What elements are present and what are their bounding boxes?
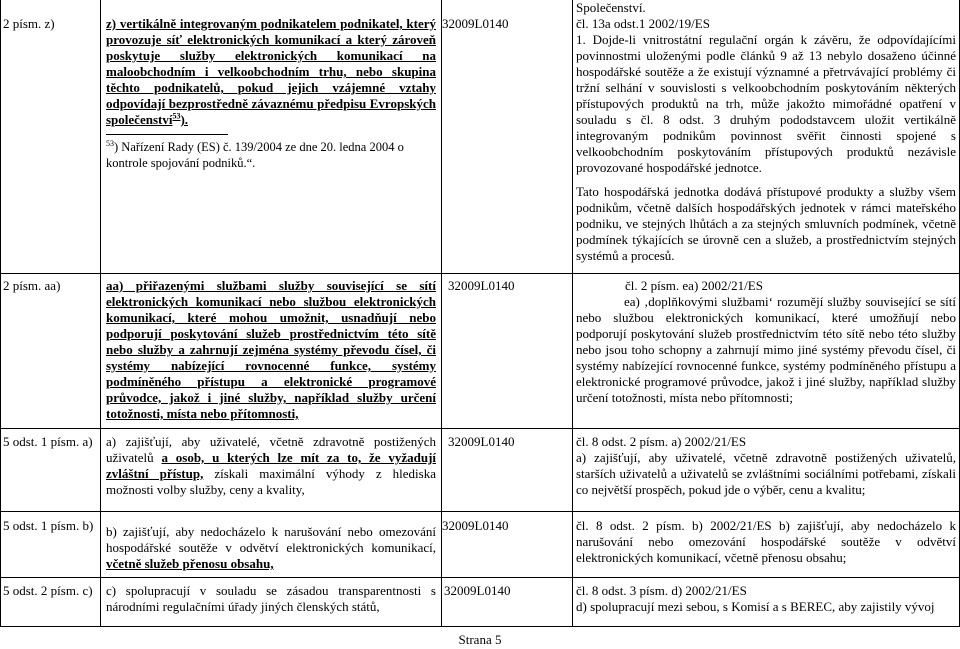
definition-text	[106, 16, 436, 171]
eu-article-heading: čl. 8 odst. 2 písm. a) 2002/21/ES	[576, 434, 747, 449]
footnote-ref: 53	[172, 111, 181, 121]
eu-text: a) zajišťují, aby uživatelé, včetně zdravotně postižených uživatelů, starších uživatelů a uživatelů se zvláštními sociálními potřebami, získali co největší prospěch, pokud jde o výběr, cenu a kvalitu;	[576, 450, 956, 497]
eu-text: Společenství. čl. 13a odst.1 2002/19/ES 1. Dojde-li vnitrostátní regulační orgán k závěru, že odpovídajícími povinnostmi uloženými podle článků 9 až 13 nebylo dosaženo účinné hospodářské soutěže a že existují významné a přetrvávající problémy či tržní selhání v souvislosti s velkoobchodním poskytováním některých přístupových produktů na trh, může jakožto mimořádné opatření v souladu s čl. 8 odst. 3 druhým pododstavcem uložit vertikálně integrovaným podnikům povinnost svěřit činnosti spojené s velkoobchodním poskytováním přístupových produktů nezávisle provozované hospodářské jednotce.	[576, 0, 956, 175]
celex-number: 32009L0140	[442, 518, 509, 533]
table-column-divider	[572, 0, 573, 627]
footnote-separator	[106, 134, 228, 135]
row-divider	[0, 511, 960, 512]
definition-text	[106, 524, 436, 572]
table-border-bottom	[0, 626, 960, 627]
definition-text-amended: včetně služeb přenosu obsahu,	[106, 556, 274, 571]
row-ref: 2 písm. aa)	[3, 278, 61, 293]
row-divider	[0, 577, 960, 578]
footnote	[106, 139, 436, 171]
row-ref: 2 písm. z)	[3, 16, 55, 31]
eu-text-continued: Tato hospodářská jednotka dodává přístupové produkty a služby všem podnikům, včetně dalších hospodářských jednotek v rámci mateřského podniku, ve stejných lhůtách a za stejných smluvních podmínek, včetně podmínek týkajících se úrovně cen a služeb, a prostřednictvím stejných systémů a procesů.	[576, 184, 956, 263]
eu-text: čl. 8 odst. 3 písm. d) 2002/21/ES d) spolupracují mezi sebou, s Komisí a s BEREC, aby zajistily vývoj	[576, 583, 935, 614]
celex-number: 32009L0140	[442, 16, 509, 31]
eu-article-heading: čl. 2 písm. ea) 2002/21/ES	[625, 278, 763, 293]
celex-number: 32009L0140	[448, 278, 515, 293]
row-divider	[0, 273, 960, 274]
definition-text-a: a) zajišťují, aby uživatelé, včetně zdravotně postižených uživatelů	[106, 434, 436, 465]
definition-text-a: b) zajišťují, aby nedocházelo k narušování nebo omezování hospodářské soutěže v odvětví elektronických komunikací,	[106, 524, 436, 555]
row-ref: 5 odst. 1 písm. a)	[3, 434, 93, 449]
footnote-text: ) Nařízení Rady (ES) č. 139/2004 ze dne 20. ledna 2004 o kontrole spojování podniků.“.	[106, 140, 404, 170]
eu-text: čl. 8 odst. 2 písm. b) 2002/21/ES b) zajišťují, aby nedocházelo k narušování nebo omezování hospodářské soutěže v odvětví elektronických komunikací, včetně přenosu obsahu;	[576, 518, 956, 565]
eu-text: ea) ‚doplňkovými službami‘ rozumějí služby související se sítí nebo službou elektronických komunikací, které umožňují nebo podporují poskytování služeb prostřednictvím této sítě nebo této služby nebo jsou toho schopny a zahrnují mimo jiné systémy převodu čísel, či systémy nabízející rovnocenné funkce, systémy podmíněného přístupu a elektronické programové průvodce, jakož i jiné služby, například služby určení totožnosti, místa nebo přítomnosti;	[576, 294, 956, 405]
definition-text: c) spolupracují v souladu se zásadou transparentnosti s národními regulačními úřady jiných členských států,	[106, 583, 436, 614]
definition-text	[106, 434, 436, 498]
celex-number: 32009L0140	[444, 583, 511, 598]
table-column-divider	[100, 0, 101, 627]
row-ref: 5 odst. 2 písm. c)	[3, 583, 93, 598]
definition-text-c: získali maximální výhody z hlediska možnosti volby služby, ceny a kvality,	[106, 466, 436, 497]
row-ref: 5 odst. 1 písm. b)	[3, 518, 94, 533]
row-divider	[0, 428, 960, 429]
definition-text-amended: a osob, u kterých lze mít za to, že vyžadují zvláštní přístup,	[106, 450, 436, 481]
footnote-number: 53	[106, 138, 114, 148]
definition-text: aa) přiřazenými službami služby související se sítí elektronických komunikací nebo službou elektronických komunikací, které mohou umožnit, usnadňují nebo podporují poskytování služeb prostřednictvím této sítě nebo služby a zahrnují zejména systémy převodu čísel, či systémy nabízející rovnocenné funkce, systémy podmíněného přístupu a elektronické programové průvodce, jakož i jiné služby, například služby určení totožnosti, místa nebo přítomnosti,	[106, 278, 436, 421]
page-number: Strana 5	[458, 632, 502, 647]
definition-end: ).	[180, 112, 189, 127]
definition-body: z) vertikálně integrovaným podnikatelem podnikatel, který provozuje síť elektronických komunikací a který zároveň poskytuje služby elektronických komunikací na maloobchodním i velkoobchodním trhu, nebo skupina těchto podnikatelů, pokud jejich vzájemné vztahy odpovídají bezprostředně závaznému předpisu Evropských společenství	[106, 16, 436, 127]
celex-number: 32009L0140	[448, 434, 515, 449]
table-border-left	[0, 0, 1, 627]
